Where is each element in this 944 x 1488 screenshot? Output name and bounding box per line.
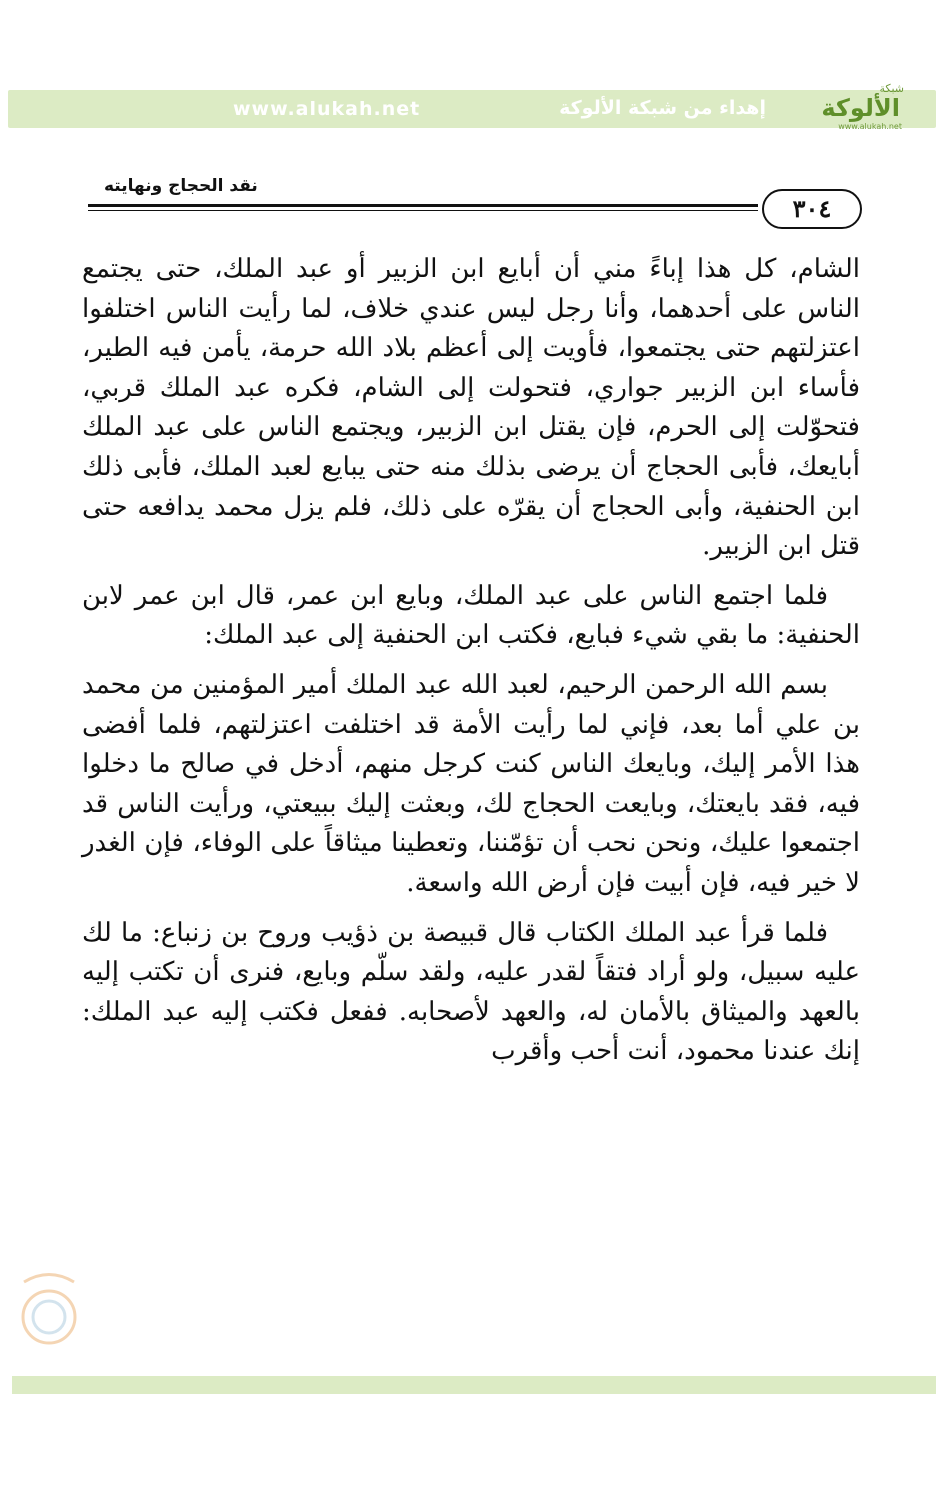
running-title: نقد الحجاج ونهايته xyxy=(104,176,258,196)
alukah-logo xyxy=(816,82,916,134)
footer-band xyxy=(12,1376,936,1394)
header-rule-thin xyxy=(88,210,758,211)
paragraph: الشام، كل هذا إباءً مني أن أبايع ابن الزبير أو عبد الملك، حتى يجتمع الناس على أحدهما، وأنا رجل ليس عندي خلاف، لما رأيت الناس اختلفوا اعتزلتهم حتى يجتمعوا، فأويت إلى أعظم بلاد الله حرمة، يأمن فيه الطير، فأساء ابن الزبير جواري، فتحولت إلى الشام، فكره عبد الملك قربي، فتحوّلت إلى الحرم، فإن يقتل ابن الزبير، ويجتمع الناس على عبد الملك أبايعك، فأبى الحجاج أن يرضى بذلك منه حتى يبايع لعبد الملك، فأبى ذلك ابن الحنفية، وأبى الحجاج أن يقرّه على ذلك، فلم يزل محمد يدافعه حتى قتل ابن الزبير. xyxy=(82,254,860,562)
watermark-stamp-icon xyxy=(14,1262,84,1362)
paragraph: فلما قرأ عبد الملك الكتاب قال قبيصة بن ذؤيب وروح بن زنباع: ما لك عليه سبيل، ولو أراد فتقاً لقدر عليه، ولقد سلّم وبايع، فنرى أن تكتب إليه بالعهد والميثاق بالأمان له، والعهد لأصحابه. ففعل فكتب إليه عبد الملك: إنك عندنا محمود، أنت أحب وأقرب xyxy=(82,917,860,1067)
top-banner xyxy=(8,90,936,128)
paragraph: بسم الله الرحمن الرحيم، لعبد الله عبد الملك أمير المؤمنين من محمد بن علي أما بعد، فإني لما رأيت الأمة قد اختلفت اعتزلتهم، فلما أفضى هذا الأمر إليك، وبايعك الناس كنت كرجل منهم، أدخل في صالح ما دخلوا فيه، فقد بايعتك، وبايعت الحجاج لك، وبعثت إليك ببيعتي، ورأيت الناس قد اجتمعوا عليك، ونحن نحب أن تؤمّننا، وتعطينا ميثاقاً على الوفاء، فإن الغدر لا خير فيه، فإن أبيت فإن أرض الله واسعة. xyxy=(82,669,860,898)
logo-main-text: الألوكة xyxy=(821,94,900,122)
body-text xyxy=(82,250,860,1082)
paragraph: فلما اجتمع الناس على عبد الملك، وبايع ابن عمر، قال ابن عمر لابن الحنفية: ما بقي شيء فبايع، فكتب ابن الحنفية إلى عبد الملك: xyxy=(82,580,860,651)
page-number: ٣٠٤ xyxy=(762,189,862,229)
header-rule xyxy=(88,204,758,207)
banner-gift-text: إهداء من شبكة الألوكة xyxy=(559,97,766,119)
logo-sub-text: www.alukah.net xyxy=(838,122,902,131)
banner-url: www.alukah.net xyxy=(233,98,421,120)
logo-top-text: شبكة xyxy=(879,82,904,95)
